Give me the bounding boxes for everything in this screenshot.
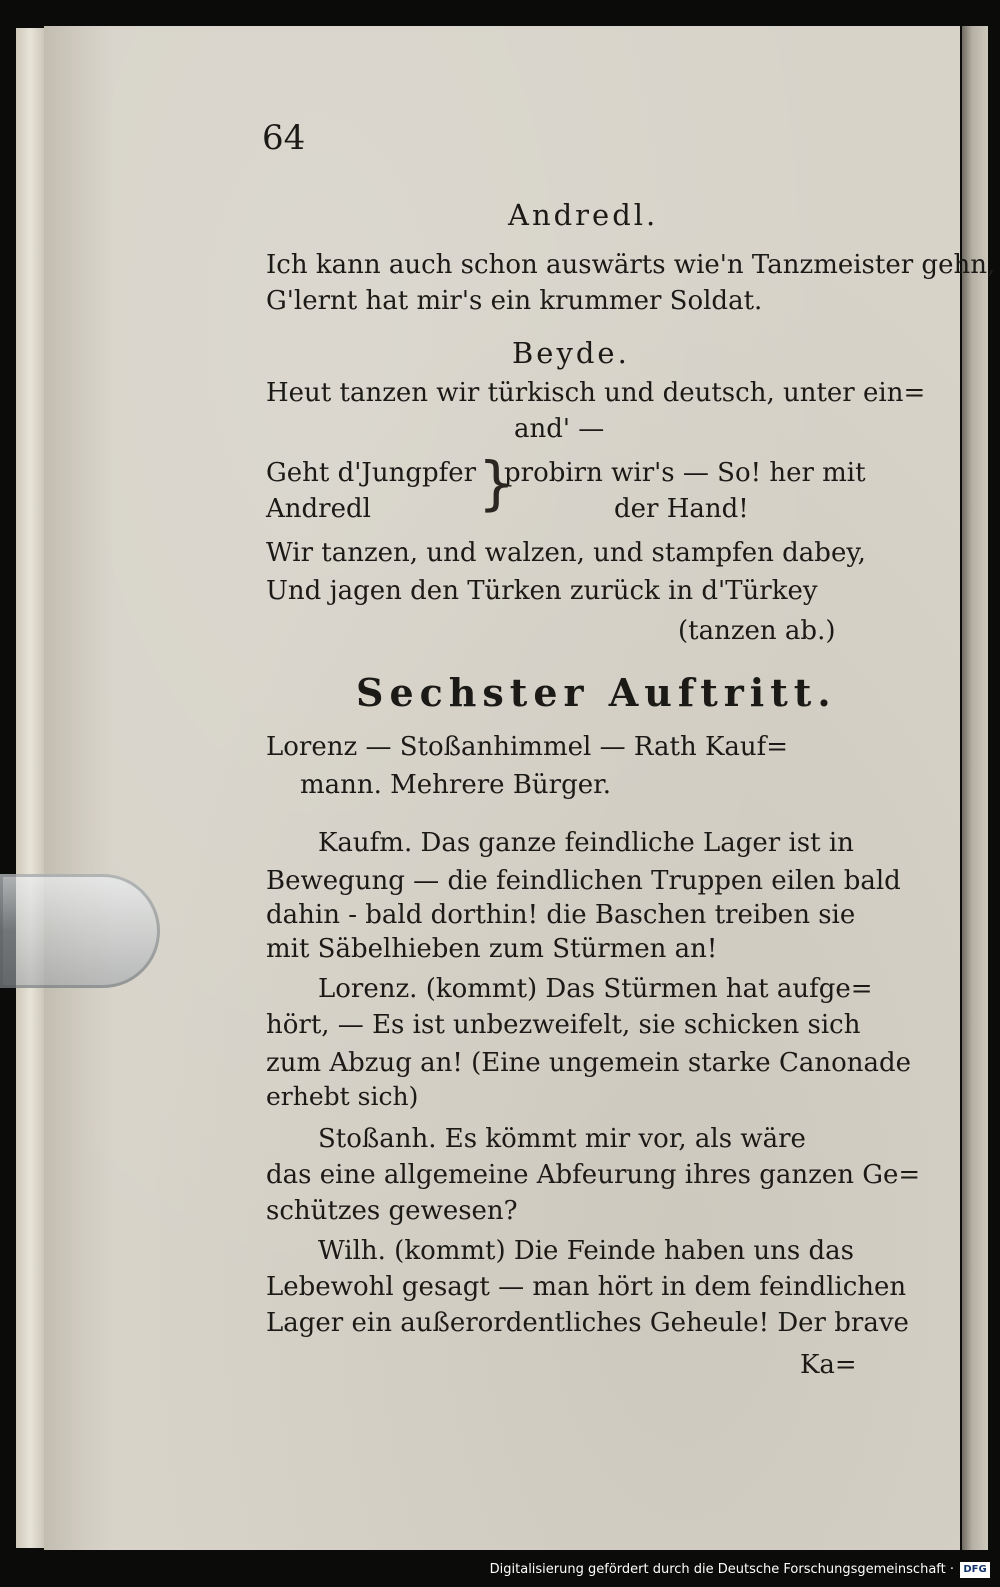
verse-line: and' — (514, 414, 605, 444)
scene-heading: Sechster Auftritt. (356, 670, 837, 715)
stage-direction: (tanzen ab.) (678, 616, 836, 646)
verse-line: probirn wir's — So! her mit (504, 458, 866, 488)
speaker-beyde: Beyde. (512, 336, 630, 370)
verse-line: Andredl (266, 494, 371, 524)
dialogue-line: Lorenz. (kommt) Das Stürmen hat aufge= (318, 974, 873, 1004)
verse-line: Heut tanzen wir türkisch und deutsch, unter ein= (266, 378, 926, 408)
verse-line: G'lernt hat mir's ein krummer Soldat. (266, 286, 763, 316)
dialogue-line: dahin - bald dorthin! die Baschen treiben sie (266, 900, 856, 930)
dialogue-line: Lager ein außerordentliches Geheule! Der brave (266, 1308, 909, 1338)
verse-line: Geht d'Jungpfer (266, 458, 477, 488)
dialogue-line: Wilh. (kommt) Die Feinde haben uns das (318, 1236, 854, 1266)
dialogue-line: Lebewohl gesagt — man hört in dem feindlichen (266, 1272, 907, 1302)
dialogue-line: Bewegung — die feindlichen Truppen eilen bald (266, 866, 901, 896)
speaker-andredl: Andredl. (508, 198, 659, 232)
footer-bar (0, 1554, 1000, 1587)
cast-line: mann. Mehrere Bürger. (300, 770, 611, 800)
verse-line: der Hand! (614, 494, 749, 524)
cast-line: Lorenz — Stoßanhimmel — Rath Kauf= (266, 732, 789, 762)
brace-mark: } (478, 449, 515, 517)
page-number: 64 (262, 118, 306, 158)
dfg-logo: DFG (960, 1562, 990, 1578)
verse-line: Und jagen den Türken zurück in d'Türkey (266, 576, 818, 606)
verse-line: Wir tanzen, und walzen, und stampfen dabey, (266, 538, 866, 568)
dialogue-line: erhebt sich) (266, 1082, 419, 1111)
dialogue-line: schützes gewesen? (266, 1196, 518, 1226)
dialogue-line: hört, — Es ist unbezweifelt, sie schicken sich (266, 1010, 861, 1040)
catchword: Ka= (800, 1350, 857, 1380)
dialogue-line: das eine allgemeine Abfeurung ihres ganzen Ge= (266, 1160, 921, 1190)
dialogue-line: zum Abzug an! (Eine ungemein starke Canonade (266, 1048, 912, 1078)
verse-line: Ich kann auch schon auswärts wie'n Tanzmeister gehn, (266, 250, 996, 280)
dialogue-line: Kaufm. Das ganze feindliche Lager ist in (318, 828, 854, 858)
dialogue-line: Stoßanh. Es kömmt mir vor, als wäre (318, 1124, 806, 1154)
dialogue-line: mit Säbelhieben zum Stürmen an! (266, 934, 718, 964)
funding-credit: Digitalisierung gefördert durch die Deutsche Forschungsgemeinschaft · (489, 1562, 954, 1577)
